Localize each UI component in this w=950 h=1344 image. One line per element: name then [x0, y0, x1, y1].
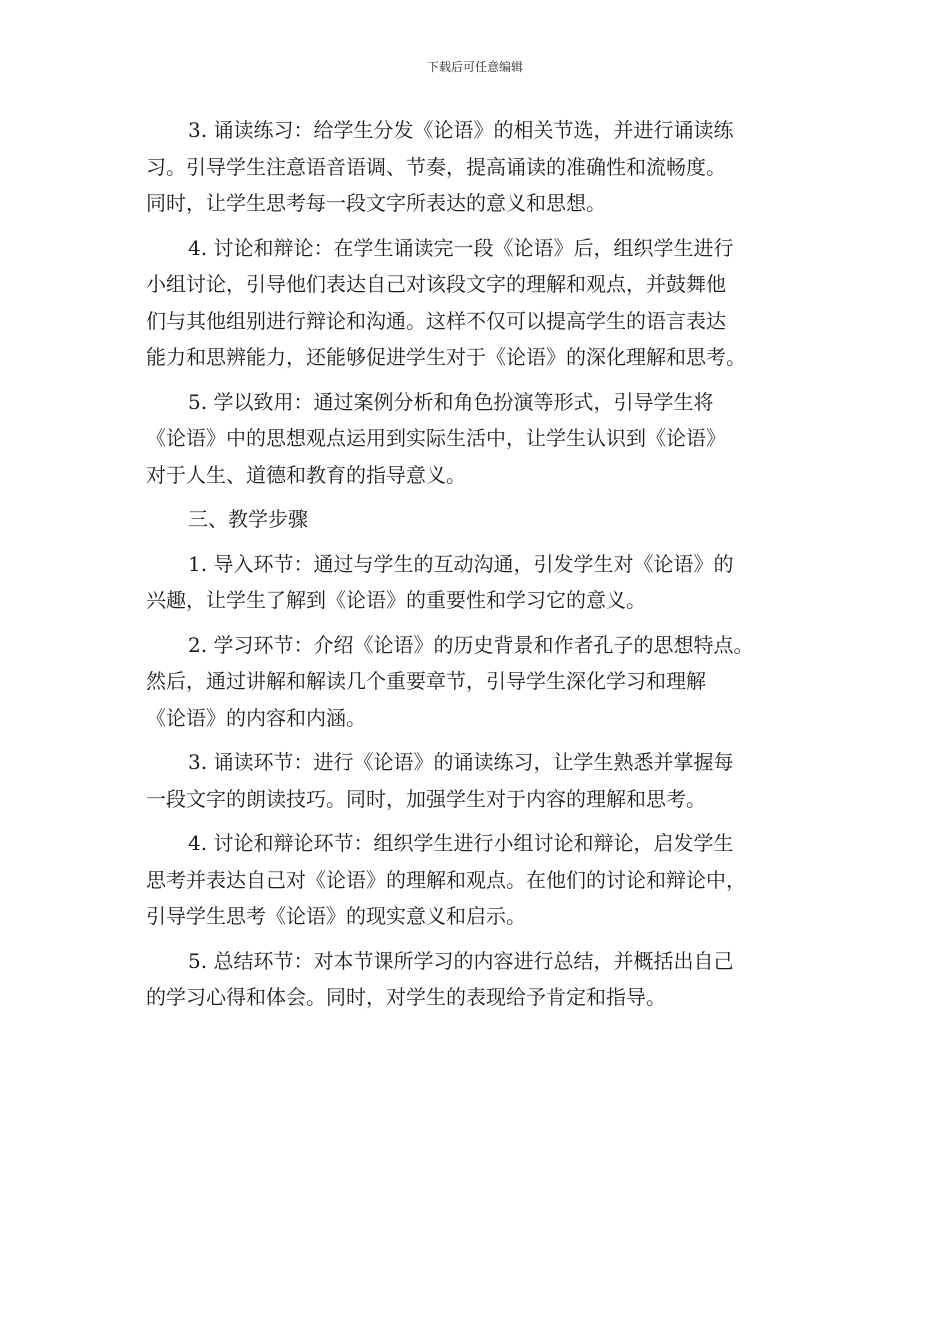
text-line: 们与其他组别进行辩论和沟通。这样不仅可以提高学生的语言表达	[146, 308, 726, 333]
text-line: 2. 学习环节：介绍《论语》的历史背景和作者孔子的思想特点。	[188, 632, 754, 657]
paragraph	[146, 112, 814, 222]
text-line: 引导学生思考《论语》的现实意义和启示。	[146, 904, 526, 928]
text-line: 的学习心得和体会。同时，对学生的表现给予肯定和指导。	[146, 985, 666, 1009]
text-line: 习。引导学生注意语音语调、节奏，提高诵读的准确性和流畅度。	[146, 154, 726, 179]
paragraph	[146, 627, 814, 737]
text-line: 然后，通过讲解和解读几个重要章节，引导学生深化学习和理解	[146, 669, 706, 693]
text-line: 4. 讨论和辩论：在学生诵读完一段《论语》后，组织学生进行	[188, 235, 734, 260]
page-header: 下载后可任意编辑	[426, 60, 523, 74]
text-line: 《论语》的内容和内涵。	[146, 705, 366, 730]
text-line: 一段文字的朗读技巧。同时，加强学生对于内容的理解和思考。	[146, 786, 706, 811]
text-line: 1. 导入环节：通过与学生的互动沟通，引发学生对《论语》的	[188, 551, 734, 576]
text-line: 对于人生、道德和教育的指导意义。	[146, 462, 466, 487]
paragraph	[146, 384, 814, 494]
text-line: 小组讨论，引导他们表达自己对该段文字的理解和观点，并鼓舞他	[146, 272, 726, 296]
paragraph	[146, 825, 814, 935]
paragraph	[146, 546, 814, 619]
text-line: 三、教学步骤	[188, 507, 308, 531]
text-line: 3. 诵读环节：进行《论语》的诵读练习，让学生熟悉并掌握每	[188, 750, 734, 774]
document-body	[146, 112, 814, 1024]
paragraph	[146, 744, 814, 817]
paragraph	[146, 943, 814, 1016]
text-line: 能力和思辨能力，还能够促进学生对于《论语》的深化理解和思考。	[146, 345, 746, 369]
text-line: 同时，让学生思考每一段文字所表达的意义和思想。	[146, 191, 606, 215]
paragraph	[146, 501, 814, 538]
text-line: 5. 学以致用：通过案例分析和角色扮演等形式，引导学生将	[188, 389, 714, 414]
text-line: 思考并表达自己对《论语》的理解和观点。在他们的讨论和辩论中，	[146, 867, 746, 892]
text-line: 3. 诵读练习：给学生分发《论语》的相关节选，并进行诵读练	[188, 118, 734, 142]
text-line: 5. 总结环节：对本节课所学习的内容进行总结，并概括出自己	[188, 948, 734, 973]
text-line: 兴趣，让学生了解到《论语》的重要性和学习它的意义。	[146, 588, 646, 612]
text-line: 《论语》中的思想观点运用到实际生活中，让学生认识到《论语》	[146, 426, 726, 450]
paragraph	[146, 230, 814, 376]
text-line: 4. 讨论和辩论环节：组织学生进行小组讨论和辩论，启发学生	[188, 831, 734, 855]
